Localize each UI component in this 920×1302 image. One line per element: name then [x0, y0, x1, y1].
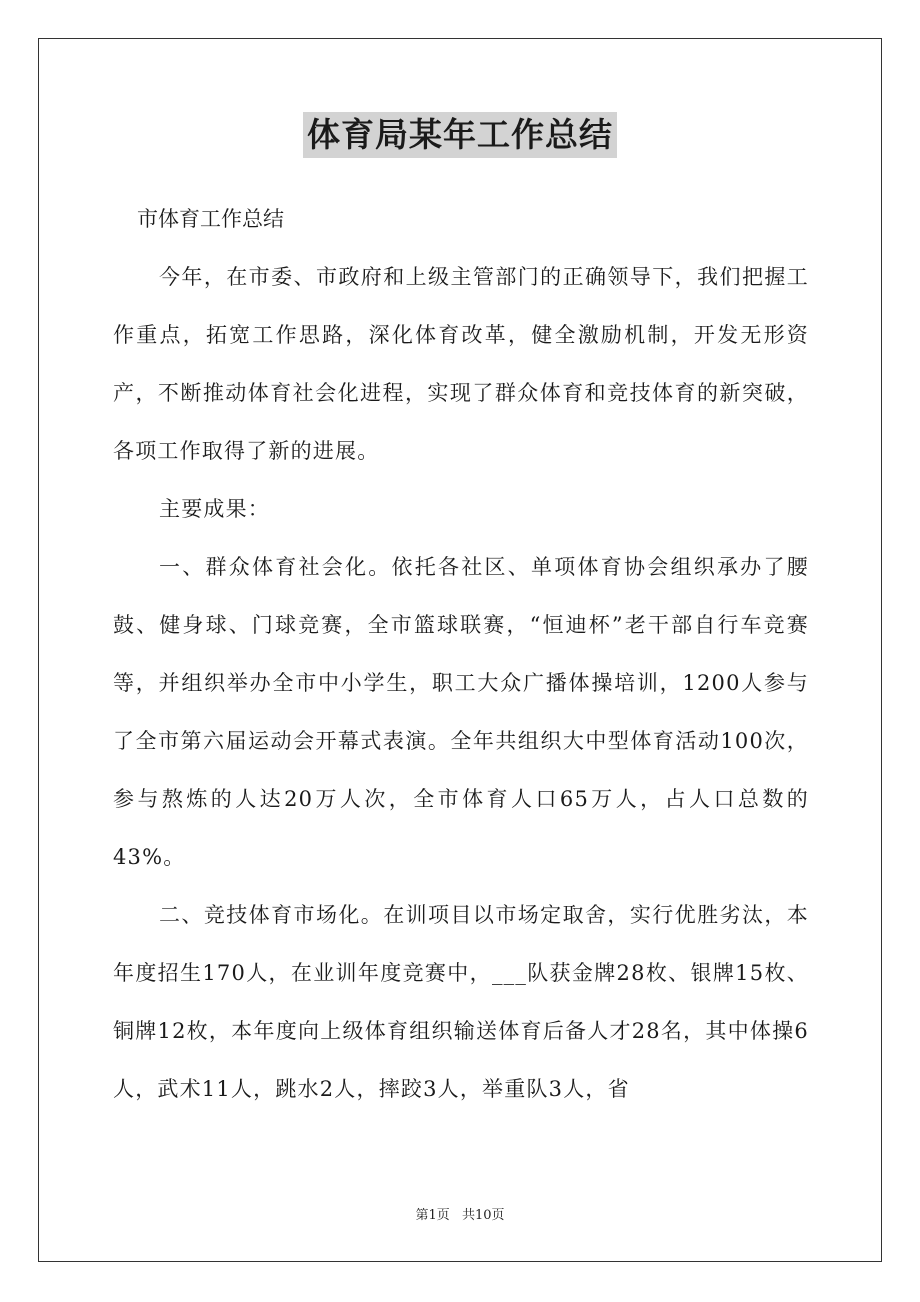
title-container — [0, 112, 920, 158]
paragraph-competitive-sports: 二、竞技体育市场化。在训项目以市场定取舍，实行优胜劣汰，本年度招生170人，在业训年度竞赛中，___队获金牌28枚、银牌15枚、铜牌12枚，本年度向上级体育组织输送体育后备人才28名，其中体操6人，武术11人，跳水2人，摔跤3人，举重队3人，省 — [113, 903, 809, 1101]
paragraph-mass-sports: 一、群众体育社会化。依托各社区、单项体育协会组织承办了腰鼓、健身球、门球竞赛，全市篮球联赛，“恒迪杯”老干部自行车竞赛等，并组织举办全市中小学生，职工大众广播体操培训，1200人参与了全市第六届运动会开幕式表演。全年共组织大中型体育活动100次，参与熬炼的人达20万人次，全市体育人口65万人，占人口总数的43%。 — [113, 555, 809, 869]
paragraph-intro: 今年，在市委、市政府和上级主管部门的正确领导下，我们把握工作重点，拓宽工作思路，深化体育改革，健全激励机制，开发无形资产，不断推动体育社会化进程，实现了群众体育和竞技体育的新突破，各项工作取得了新的进展。 — [113, 265, 809, 463]
document-title: 体育局某年工作总结 — [303, 112, 617, 158]
page-number: 第1页 — [415, 1208, 450, 1223]
document-subtitle: 市体育工作总结 — [137, 207, 284, 231]
page-total: 共10页 — [461, 1208, 505, 1223]
paragraph-main-results: 主要成果： — [159, 497, 270, 521]
page-footer — [0, 1204, 920, 1223]
document-body — [113, 190, 809, 1118]
